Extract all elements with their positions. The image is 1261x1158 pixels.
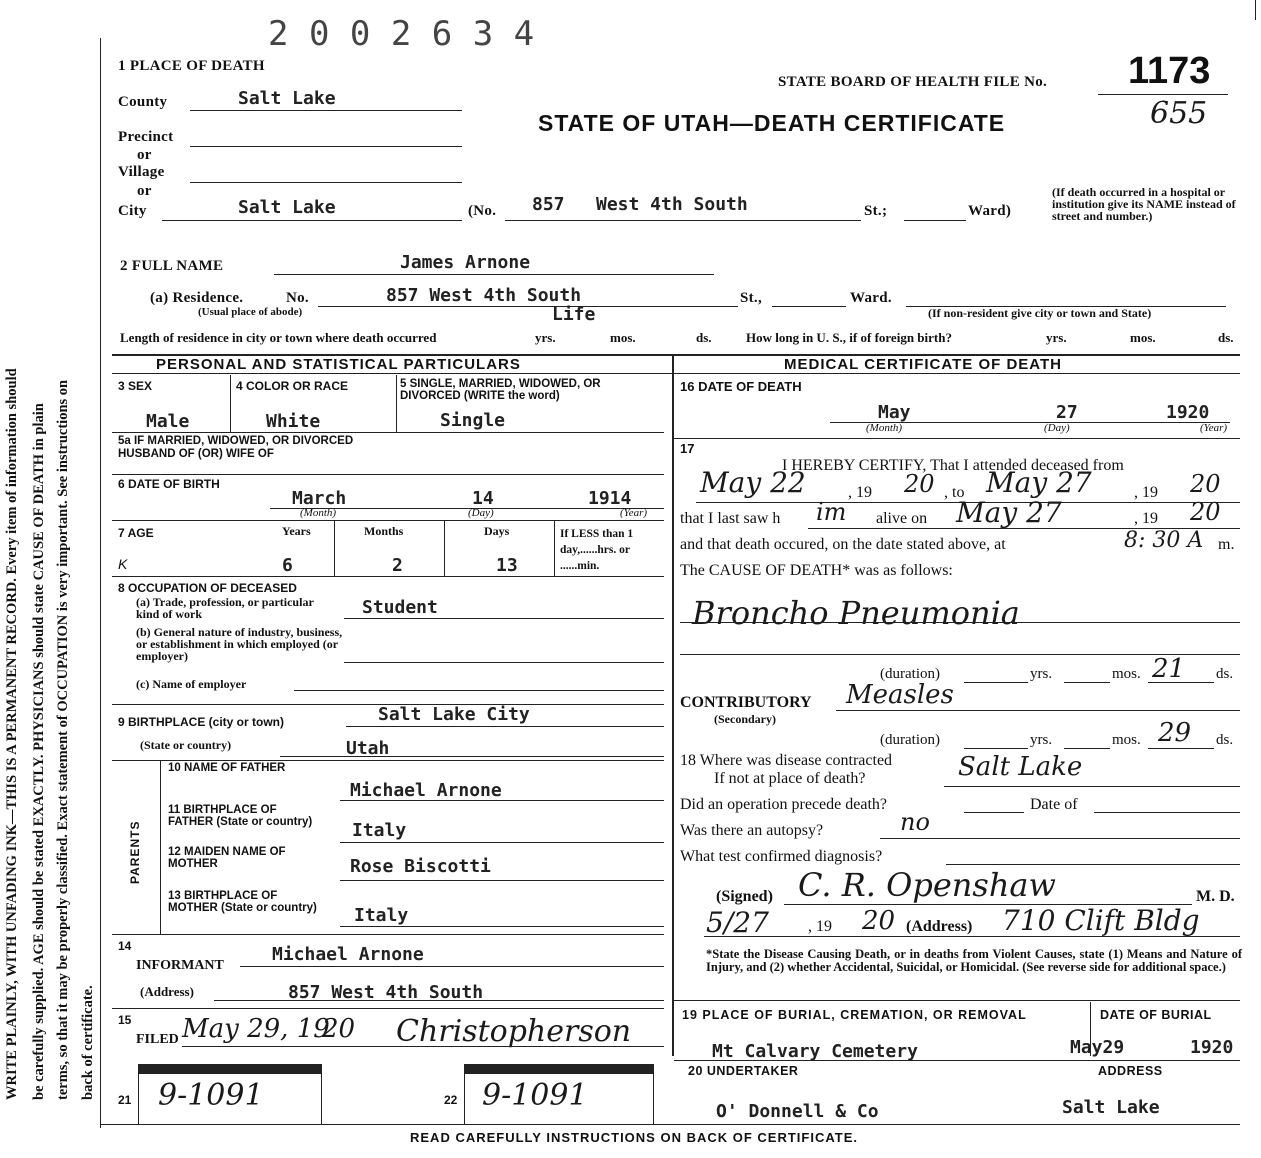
alive-on-date: May 27 [956, 496, 1062, 529]
mos-label: mos. [1130, 330, 1156, 345]
filed-number: 15 [118, 1013, 132, 1027]
contributory-label: CONTRIBUTORY [680, 694, 812, 711]
undertaker-address-label: ADDRESS [1098, 1064, 1163, 1078]
months-caption: Months [364, 524, 404, 538]
age-mark: K [118, 556, 128, 572]
length-residence-value: Life [552, 304, 596, 325]
burial-place: Mt Calvary Cemetery [712, 1041, 918, 1062]
dob-day: 14 [472, 488, 494, 509]
burial-date-label: DATE OF BURIAL [1100, 1008, 1212, 1022]
county-label: County [118, 94, 168, 110]
day-caption: (Day) [1044, 422, 1070, 434]
informant-address: 857 West 4th South [288, 982, 484, 1003]
city-label: City [118, 203, 147, 219]
file-number-handwritten: 655 [1150, 96, 1208, 131]
full-name-label: 2 FULL NAME [120, 258, 224, 274]
filed-label: FILED [136, 1032, 179, 1047]
board-file-label: STATE BOARD OF HEALTH FILE No. [778, 74, 1048, 90]
left-border [100, 38, 101, 1128]
residence-st-label: St., [740, 290, 763, 306]
less-than-day: If LESS than 1 day,......hrs. or ......min. [560, 528, 634, 572]
column-divider [672, 356, 674, 1056]
spouse-label: 5a IF MARRIED, WIDOWED, OR DIVORCED HUSBAND OF (OR) WIFE OF [118, 435, 354, 460]
document-number: 2 0 0 2 6 3 4 [268, 14, 535, 54]
alive-on-year: 20 [1190, 498, 1221, 526]
duration-label: (duration) [880, 732, 940, 748]
residence-label: (a) Residence. [150, 290, 244, 306]
birthplace-state: Utah [346, 738, 390, 759]
st-label: St.; [864, 203, 888, 219]
date-of-death-label: 16 DATE OF DEATH [680, 379, 802, 394]
signature-date: 5/27 [706, 906, 769, 939]
or-label: or [137, 183, 152, 199]
occupation-c-label: (c) Name of employer [136, 677, 247, 691]
ward-label: Ward) [968, 203, 1012, 219]
filed-year: 20 [322, 1014, 356, 1044]
father-label: 10 NAME OF FATHER [168, 762, 286, 774]
length-residence-label: Length of residence in city or town where death occurred [120, 330, 437, 345]
attended-from-year: 20 [904, 470, 935, 498]
physician-signature: C. R. Openshaw [798, 866, 1056, 904]
permit-prefix: 22 [444, 1093, 458, 1107]
month-caption: (Month) [866, 422, 903, 434]
dob-month: March [292, 488, 347, 509]
village-label: Village [118, 164, 165, 180]
ds-label: ds. [696, 330, 712, 345]
informant-name: Michael Arnone [272, 944, 424, 965]
city-value: Salt Lake [238, 197, 336, 218]
nonresident-note: (If non-resident give city or town and State) [928, 306, 1152, 320]
time-suffix: m. [1218, 536, 1235, 553]
street-number: 857 [532, 194, 565, 215]
residence-ward-label: Ward. [850, 290, 892, 306]
test-label: What test confirmed diagnosis? [680, 848, 883, 865]
md-label: M. D. [1196, 888, 1235, 905]
undertaker-name: O' Donnell & Co [716, 1101, 879, 1122]
year-prefix: , 19 [808, 918, 832, 935]
sex-value: Male [146, 411, 190, 432]
right-mark [1255, 0, 1256, 20]
alive-on-label: alive on [876, 510, 928, 527]
birthplace-label: 9 BIRTHPLACE (city or town) [118, 715, 285, 729]
marital-label: 5 SINGLE, MARRIED, WIDOWED, OR DIVORCED (WRITE the word) [400, 378, 601, 402]
personal-header: PERSONAL AND STATISTICAL PARTICULARS [156, 356, 521, 373]
signature-year: 20 [862, 906, 896, 936]
secondary-label: (Secondary) [714, 712, 776, 726]
operation-date-label: Date of [1030, 796, 1078, 813]
death-day: 27 [1056, 402, 1078, 423]
father-birthplace: Italy [352, 820, 407, 841]
ds-label: ds. [1218, 330, 1234, 345]
duration-label: (duration) [880, 666, 940, 682]
disease-contracted-place: Salt Lake [958, 752, 1083, 782]
death-year: 1920 [1166, 402, 1210, 423]
year-prefix: , 19 [848, 484, 872, 501]
footer-instructions: READ CAREFULLY INSTRUCTIONS ON BACK OF CERTIFICATE. [410, 1130, 858, 1145]
margin-line-1: WRITE PLAINLY, WITH UNFADING INK—THIS IS A PERMANENT RECORD. Every item of information should [4, 368, 20, 1100]
cause-label: The CAUSE OF DEATH* was as follows: [680, 562, 953, 579]
mother-label: 12 MAIDEN NAME OF MOTHER [168, 846, 286, 870]
burial-place-label: 19 PLACE OF BURIAL, CREMATION, OR REMOVAL [682, 1008, 1027, 1022]
filed-date: May 29, 19 [182, 1014, 330, 1044]
place-of-death-label: 1 PLACE OF DEATH [118, 58, 265, 74]
month-caption: (Month) [300, 507, 337, 519]
margin-line-3: terms, so that it may be properly classified. Exact statement of OCCUPATION is very important. See instructions on [55, 379, 71, 1100]
dob-label: 6 DATE OF BIRTH [118, 477, 220, 491]
mos-label: mos. [610, 330, 636, 345]
last-saw-pronoun: im [816, 498, 847, 526]
yrs-label: yrs. [1030, 666, 1053, 682]
sex-label: 3 SEX [118, 379, 153, 393]
or-label: or [137, 147, 152, 163]
year-prefix: , 19 [1134, 510, 1158, 527]
filed-signature: Christopherson [396, 1014, 632, 1049]
marital-value: Single [440, 410, 506, 431]
mother-name: Rose Biscotti [350, 856, 491, 877]
mos-label: mos. [1112, 666, 1141, 682]
file-number: 1173 [1128, 50, 1211, 92]
physician-address: 710 Clift Bldg [1002, 904, 1200, 937]
attended-to-year: 20 [1190, 470, 1221, 498]
attended-to-date: May 27 [986, 466, 1092, 499]
age-years: 6 [282, 555, 293, 576]
autopsy-answer: no [900, 808, 930, 836]
residence-value: 857 West 4th South [386, 285, 582, 306]
age-label: 7 AGE [118, 526, 154, 540]
certificate-title: STATE OF UTAH—DEATH CERTIFICATE [538, 110, 1006, 136]
usual-place-label: (Usual place of abode) [198, 306, 303, 318]
to-label: , to [944, 484, 965, 501]
registered-prefix: 21 [118, 1093, 132, 1107]
parents-label: PARENTS [128, 820, 142, 884]
mos-label: mos. [1112, 732, 1141, 748]
informant-number: 14 [118, 939, 132, 953]
full-name-value: James Arnone [400, 252, 531, 273]
dob-year: 1914 [588, 488, 632, 509]
physician-address-label: (Address) [906, 918, 973, 935]
contributory-duration: 29 [1158, 718, 1192, 748]
undertaker-address: Salt Lake [1062, 1097, 1160, 1118]
year-prefix: , 19 [1134, 484, 1158, 501]
burial-permit-number: 9-1091 [482, 1078, 588, 1113]
years-caption: Years [282, 524, 311, 538]
yrs-label: yrs. [535, 330, 556, 345]
contributory-cause: Measles [846, 680, 954, 710]
yrs-label: yrs. [1046, 330, 1067, 345]
age-days: 13 [496, 555, 518, 576]
registered-number-label: REGISTERED NUMBER [162, 1066, 263, 1076]
medical-header: MEDICAL CERTIFICATE OF DEATH [784, 356, 1062, 373]
operation-label: Did an operation precede death? [680, 796, 888, 813]
item-17-number: 17 [680, 441, 695, 456]
mother-birthplace: Italy [354, 905, 409, 926]
signed-label: (Signed) [716, 888, 773, 905]
burial-permit-label: NO. OF BURIAL PERMIT [500, 1066, 604, 1076]
occupation-b-label: (b) General nature of industry, business, or establishment in which employed (or employer) [136, 625, 343, 663]
day-caption: (Day) [468, 507, 494, 519]
ds-label: ds. [1216, 732, 1234, 748]
ds-label: ds. [1216, 666, 1234, 682]
father-birthplace-label: 11 BIRTHPLACE OF FATHER (State or country) [168, 804, 313, 828]
birthplace-city: Salt Lake City [378, 704, 530, 725]
certify-text: I HEREBY CERTIFY, That I attended deceased from [782, 457, 1124, 474]
death-month: May [878, 402, 911, 423]
year-caption: (Year) [620, 507, 648, 519]
margin-line-4: back of certificate. [80, 985, 96, 1100]
mother-birthplace-label: 13 BIRTHPLACE OF MOTHER (State or country) [168, 890, 317, 914]
burial-date: May29 [1070, 1037, 1125, 1058]
race-value: White [266, 411, 321, 432]
occupation-value: Student [362, 597, 438, 618]
margin-line-2: be carefully supplied. AGE should be stated EXACTLY. PHYSICIANS should state CAUSE OF DEATH in plain [31, 403, 47, 1100]
residence-no-label: No. [286, 290, 309, 306]
burial-year: 1920 [1190, 1037, 1234, 1058]
footnote: *State the Disease Causing Death, or in deaths from Violent Causes, state (1) Means and Nature of Injury, and (2) whether Accidental, Suicidal, or Homicidal. (See reverse side for additional space.) [706, 947, 1242, 974]
occupation-label: 8 OCCUPATION OF DECEASED [118, 581, 297, 595]
year-caption: (Year) [1200, 422, 1228, 434]
hospital-note: (If death occurred in a hospital or institution give its NAME instead of street and number.) [1052, 185, 1236, 223]
autopsy-label: Was there an autopsy? [680, 822, 824, 839]
age-months: 2 [392, 555, 403, 576]
death-occured-label: and that death occured, on the date stated above, at [680, 536, 1006, 553]
last-saw-label: that I last saw h [680, 510, 781, 527]
informant-address-label: (Address) [140, 984, 194, 999]
yrs-label: yrs. [1030, 732, 1053, 748]
disease-contracted-label: 18 Where was disease contracted [680, 752, 893, 769]
attended-from-date: May 22 [700, 466, 806, 499]
days-caption: Days [484, 524, 510, 538]
registered-number: 9-1091 [158, 1078, 264, 1113]
county-value: Salt Lake [238, 88, 336, 109]
occupation-a-label: (a) Trade, profession, or particular kind of work [136, 595, 314, 621]
us-residence-label: How long in U. S., if of foreign birth? [746, 330, 952, 345]
color-label: 4 COLOR OR RACE [236, 379, 349, 393]
precinct-label: Precinct [118, 129, 174, 145]
death-time: 8: 30 A [1124, 528, 1204, 553]
disease-contracted-label-2: If not at place of death? [714, 770, 866, 787]
street-name: West 4th South [596, 194, 748, 215]
state-country-label: (State or country) [140, 738, 232, 752]
cause-duration: 21 [1152, 654, 1186, 684]
informant-label: INFORMANT [136, 958, 224, 973]
father-name: Michael Arnone [350, 780, 502, 801]
street-no-label: (No. [468, 203, 497, 219]
undertaker-label: 20 UNDERTAKER [688, 1064, 799, 1078]
cause-of-death: Broncho Pneumonia [692, 594, 1020, 632]
